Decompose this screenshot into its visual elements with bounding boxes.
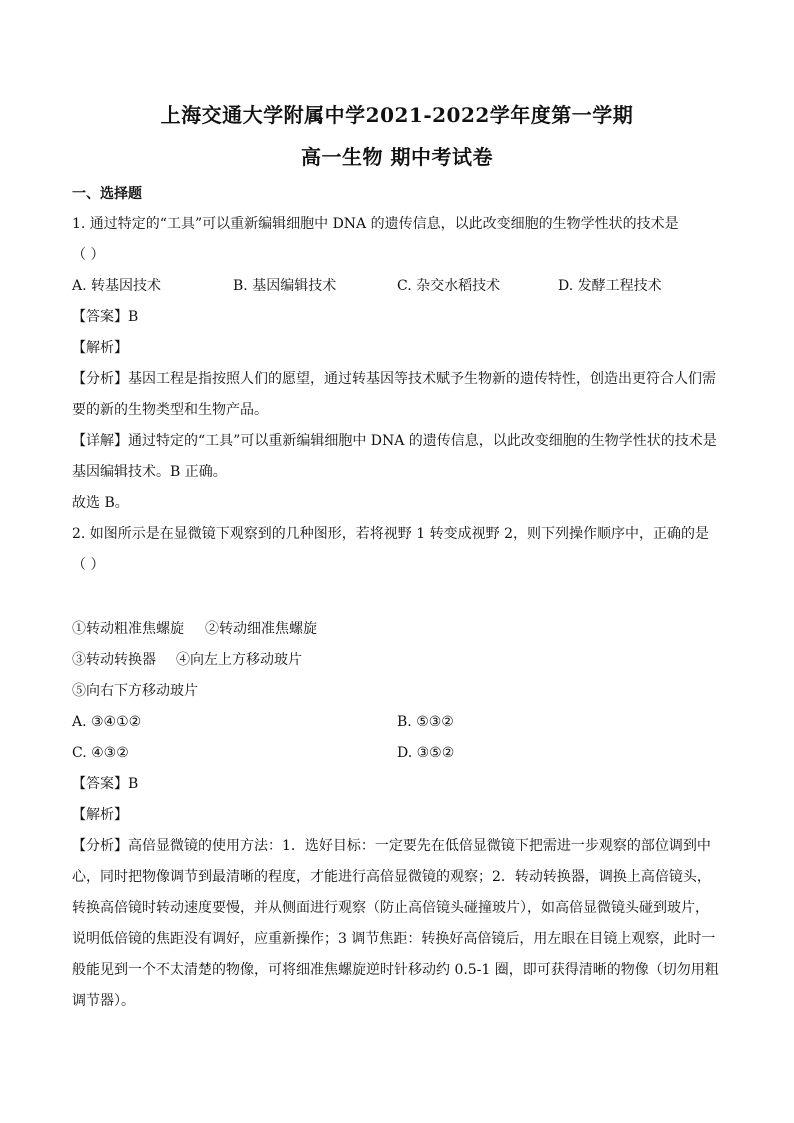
q2-step-4: ④向左上方移动玻片 bbox=[176, 652, 302, 668]
q2-option-d: D. ③⑤② bbox=[397, 745, 455, 761]
exam-title-line1: 上海交通大学附属中学2021-2022学年度第一学期 bbox=[160, 103, 634, 127]
q2-analysis-line1: 【分析】高倍显微镜的使用方法：1．选好目标：一定要先在低倍显微镜下把需进一步观察的部位调到中 bbox=[72, 838, 711, 854]
q2-step-1: ①转动粗准焦螺旋 bbox=[72, 621, 184, 637]
q1-detail-line2: 基因编辑技术。B 正确。 bbox=[72, 464, 227, 480]
q1-stem-line1: 1. 通过特定的“工具”可以重新编辑细胞中 DNA 的遗传信息，以此改变细胞的生物学性状的技术是 bbox=[72, 216, 679, 232]
exam-title-line2: 高一生物 期中考试卷 bbox=[301, 145, 493, 169]
q2-step-5: ⑤向右下方移动玻片 bbox=[72, 683, 198, 699]
q1-option-c: C. 杂交水稻技术 bbox=[397, 278, 501, 294]
q2-analysis-line4: 说明低倍镜的焦距没有调好，应重新操作；3 调节焦距：转换好高倍镜后，用左眼在目镜上观察，此时一 bbox=[72, 931, 716, 947]
q2-answer: 【答案】B bbox=[72, 776, 139, 792]
section-heading-choice: 一、选择题 bbox=[72, 186, 142, 202]
q1-conclusion: 故选 B。 bbox=[72, 495, 129, 511]
q1-jiexi-label: 【解析】 bbox=[72, 340, 128, 356]
q1-option-d: D. 发酵工程技术 bbox=[558, 278, 662, 294]
q2-stem-line2: （ ） bbox=[72, 557, 105, 573]
q2-stem-line1: 2. 如图所示是在显微镜下观察到的几种图形，若将视野 1 转变成视野 2，则下列操作顺序中，正确的是 bbox=[72, 526, 709, 542]
q1-option-a: A. 转基因技术 bbox=[72, 278, 162, 294]
q2-option-a: A. ③④①② bbox=[72, 714, 142, 730]
q2-analysis-line5: 般能见到一个不太清楚的物像，可将细准焦螺旋逆时针移动约 0.5-1 圈，即可获得清晰的物像（切勿用粗 bbox=[72, 962, 719, 978]
q1-answer: 【答案】B bbox=[72, 309, 139, 325]
q2-step-3: ③转动转换器 bbox=[72, 652, 156, 668]
q2-analysis-line3: 转换高倍镜时转动速度要慢，并从侧面进行观察（防止高倍镜头碰撞玻片），如高倍显微镜头碰到玻片， bbox=[72, 900, 709, 916]
q2-option-b: B. ⑤③② bbox=[397, 714, 454, 730]
q1-option-b: B. 基因编辑技术 bbox=[233, 278, 337, 294]
q2-option-c: C. ④③② bbox=[72, 745, 129, 761]
q1-analysis-line1: 【分析】基因工程是指按照人们的愿望，通过转基因等技术赋予生物新的遗传特性，创造出更符合人们需 bbox=[72, 371, 716, 387]
q2-jiexi-label: 【解析】 bbox=[72, 807, 128, 823]
q1-detail-line1: 【详解】通过特定的“工具”可以重新编辑细胞中 DNA 的遗传信息，以此改变细胞的生物学性状的技术是 bbox=[72, 433, 717, 449]
q2-analysis-line6: 调节器）。 bbox=[72, 993, 135, 1009]
q1-stem-line2: （ ） bbox=[72, 247, 105, 263]
q1-analysis-line2: 要的新的生物类型和生物产品。 bbox=[72, 402, 268, 418]
q2-step-2: ②转动细准焦螺旋 bbox=[205, 621, 317, 637]
q2-analysis-line2: 心，同时把物像调节到最清晰的程度，才能进行高倍显微镜的观察；2．转动转换器，调换上高倍镜头， bbox=[72, 869, 711, 885]
